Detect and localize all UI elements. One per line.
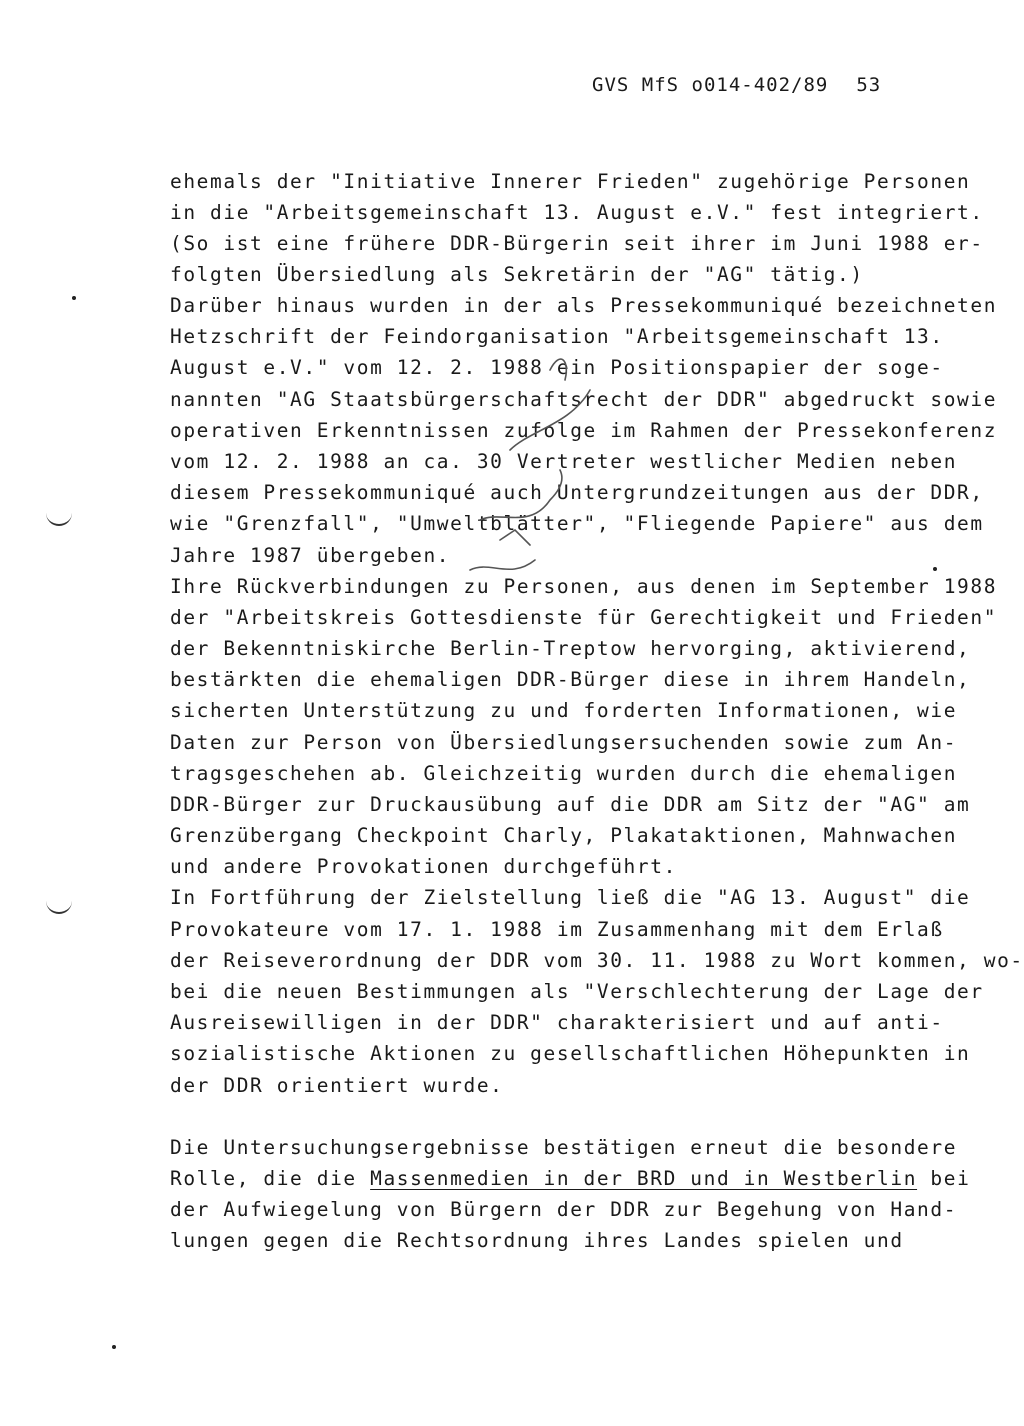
text-line: Daten zur Person von Übersiedlungsersuchenden sowie zum An-: [170, 731, 958, 754]
text-line: bei die neuen Bestimmungen als "Verschlechterung der Lage der: [170, 980, 984, 1003]
text-line: in die "Arbeitsgemeinschaft 13. August e.V." fest integriert.: [170, 201, 984, 224]
page-number: 53: [856, 74, 882, 96]
text-line: der Reiseverordnung der DDR vom 30. 11. 1988 zu Wort kommen, wo-: [170, 949, 1024, 972]
text-line: folgten Übersiedlung als Sekretärin der "AG" tätig.): [170, 263, 864, 286]
text-line: ehemals der "Initiative Innerer Frieden" zugehörige Personen: [170, 170, 971, 193]
text-line: tragsgeschehen ab. Gleichzeitig wurden durch die ehemaligen: [170, 762, 958, 785]
text-line: der Bekenntniskirche Berlin-Treptow hervorging, aktivierend,: [170, 637, 971, 660]
text-line: der DDR orientiert wurde.: [170, 1074, 504, 1097]
text-line: Grenzübergang Checkpoint Charly, Plakataktionen, Mahnwachen: [170, 824, 958, 847]
text-line: Darüber hinaus wurden in der als Pressekommuniqué bezeichneten: [170, 294, 998, 317]
text-line: operativen Erkenntnissen zufolge im Rahmen der Pressekonferenz: [170, 419, 998, 442]
scan-speck: [72, 296, 76, 300]
text-line: DDR-Bürger zur Druckausübung auf die DDR am Sitz der "AG" am: [170, 793, 971, 816]
text-line: nannten "AG Staatsbürgerschaftsrecht der DDR" abgedruckt sowie: [170, 388, 998, 411]
text-line: [170, 1169, 970, 1189]
text-line: sozialistische Aktionen zu gesellschaftlichen Höhepunkten in: [170, 1042, 971, 1065]
margin-hole-mark: [46, 900, 72, 914]
margin-hole-mark: [46, 512, 72, 526]
text-line: (So ist eine frühere DDR-Bürgerin seit ihrer im Juni 1988 er-: [170, 232, 984, 255]
text-line: Ausreisewilligen in der DDR" charakterisiert und auf anti-: [170, 1011, 944, 1034]
text-line: wie "Grenzfall", "Umweltblätter", "Fliegende Papiere" aus dem: [170, 512, 984, 535]
text-line: lungen gegen die Rechtsordnung ihres Landes spielen und: [170, 1229, 904, 1252]
text-line: Provokateure vom 17. 1. 1988 im Zusammenhang mit dem Erlaß: [170, 918, 944, 941]
text-line: vom 12. 2. 1988 an ca. 30 Vertreter westlicher Medien neben: [170, 450, 958, 473]
underlined-text: Massenmedien in der BRD und in Westberlin: [370, 1167, 918, 1190]
document-reference: GVS MfS o014-402/89: [592, 74, 829, 96]
text-line: sicherten Unterstützung zu und forderten Informationen, wie: [170, 699, 958, 722]
text-line: der "Arbeitskreis Gottesdienste für Gerechtigkeit und Frieden": [170, 606, 998, 629]
text-segment: Rolle, die die: [170, 1167, 371, 1190]
text-line: diesem Pressekommuniqué auch Untergrundzeitungen aus der DDR,: [170, 481, 984, 504]
text-line: Die Untersuchungsergebnisse bestätigen erneut die besondere: [170, 1136, 958, 1159]
text-line: Hetzschrift der Feindorganisation "Arbeitsgemeinschaft 13.: [170, 325, 944, 348]
text-line: bestärkten die ehemaligen DDR-Bürger diese in ihrem Handeln,: [170, 668, 971, 691]
handwritten-scribble: [440, 330, 610, 610]
text-line: August e.V." vom 12. 2. 1988 ein Positionspapier der soge-: [170, 356, 944, 379]
text-segment: bei: [917, 1167, 971, 1190]
text-line: und andere Provokationen durchgeführt.: [170, 855, 677, 878]
text-line: Ihre Rückverbindungen zu Personen, aus denen im September 1988: [170, 575, 998, 598]
scan-speck: [933, 567, 937, 571]
page-header: [592, 74, 881, 96]
text-line: der Aufwiegelung von Bürgern der DDR zur Begehung von Hand-: [170, 1198, 958, 1221]
scan-speck: [112, 1345, 116, 1349]
text-line: In Fortführung der Zielstellung ließ die "AG 13. August" die: [170, 886, 971, 909]
text-line: Jahre 1987 übergeben.: [170, 544, 451, 567]
